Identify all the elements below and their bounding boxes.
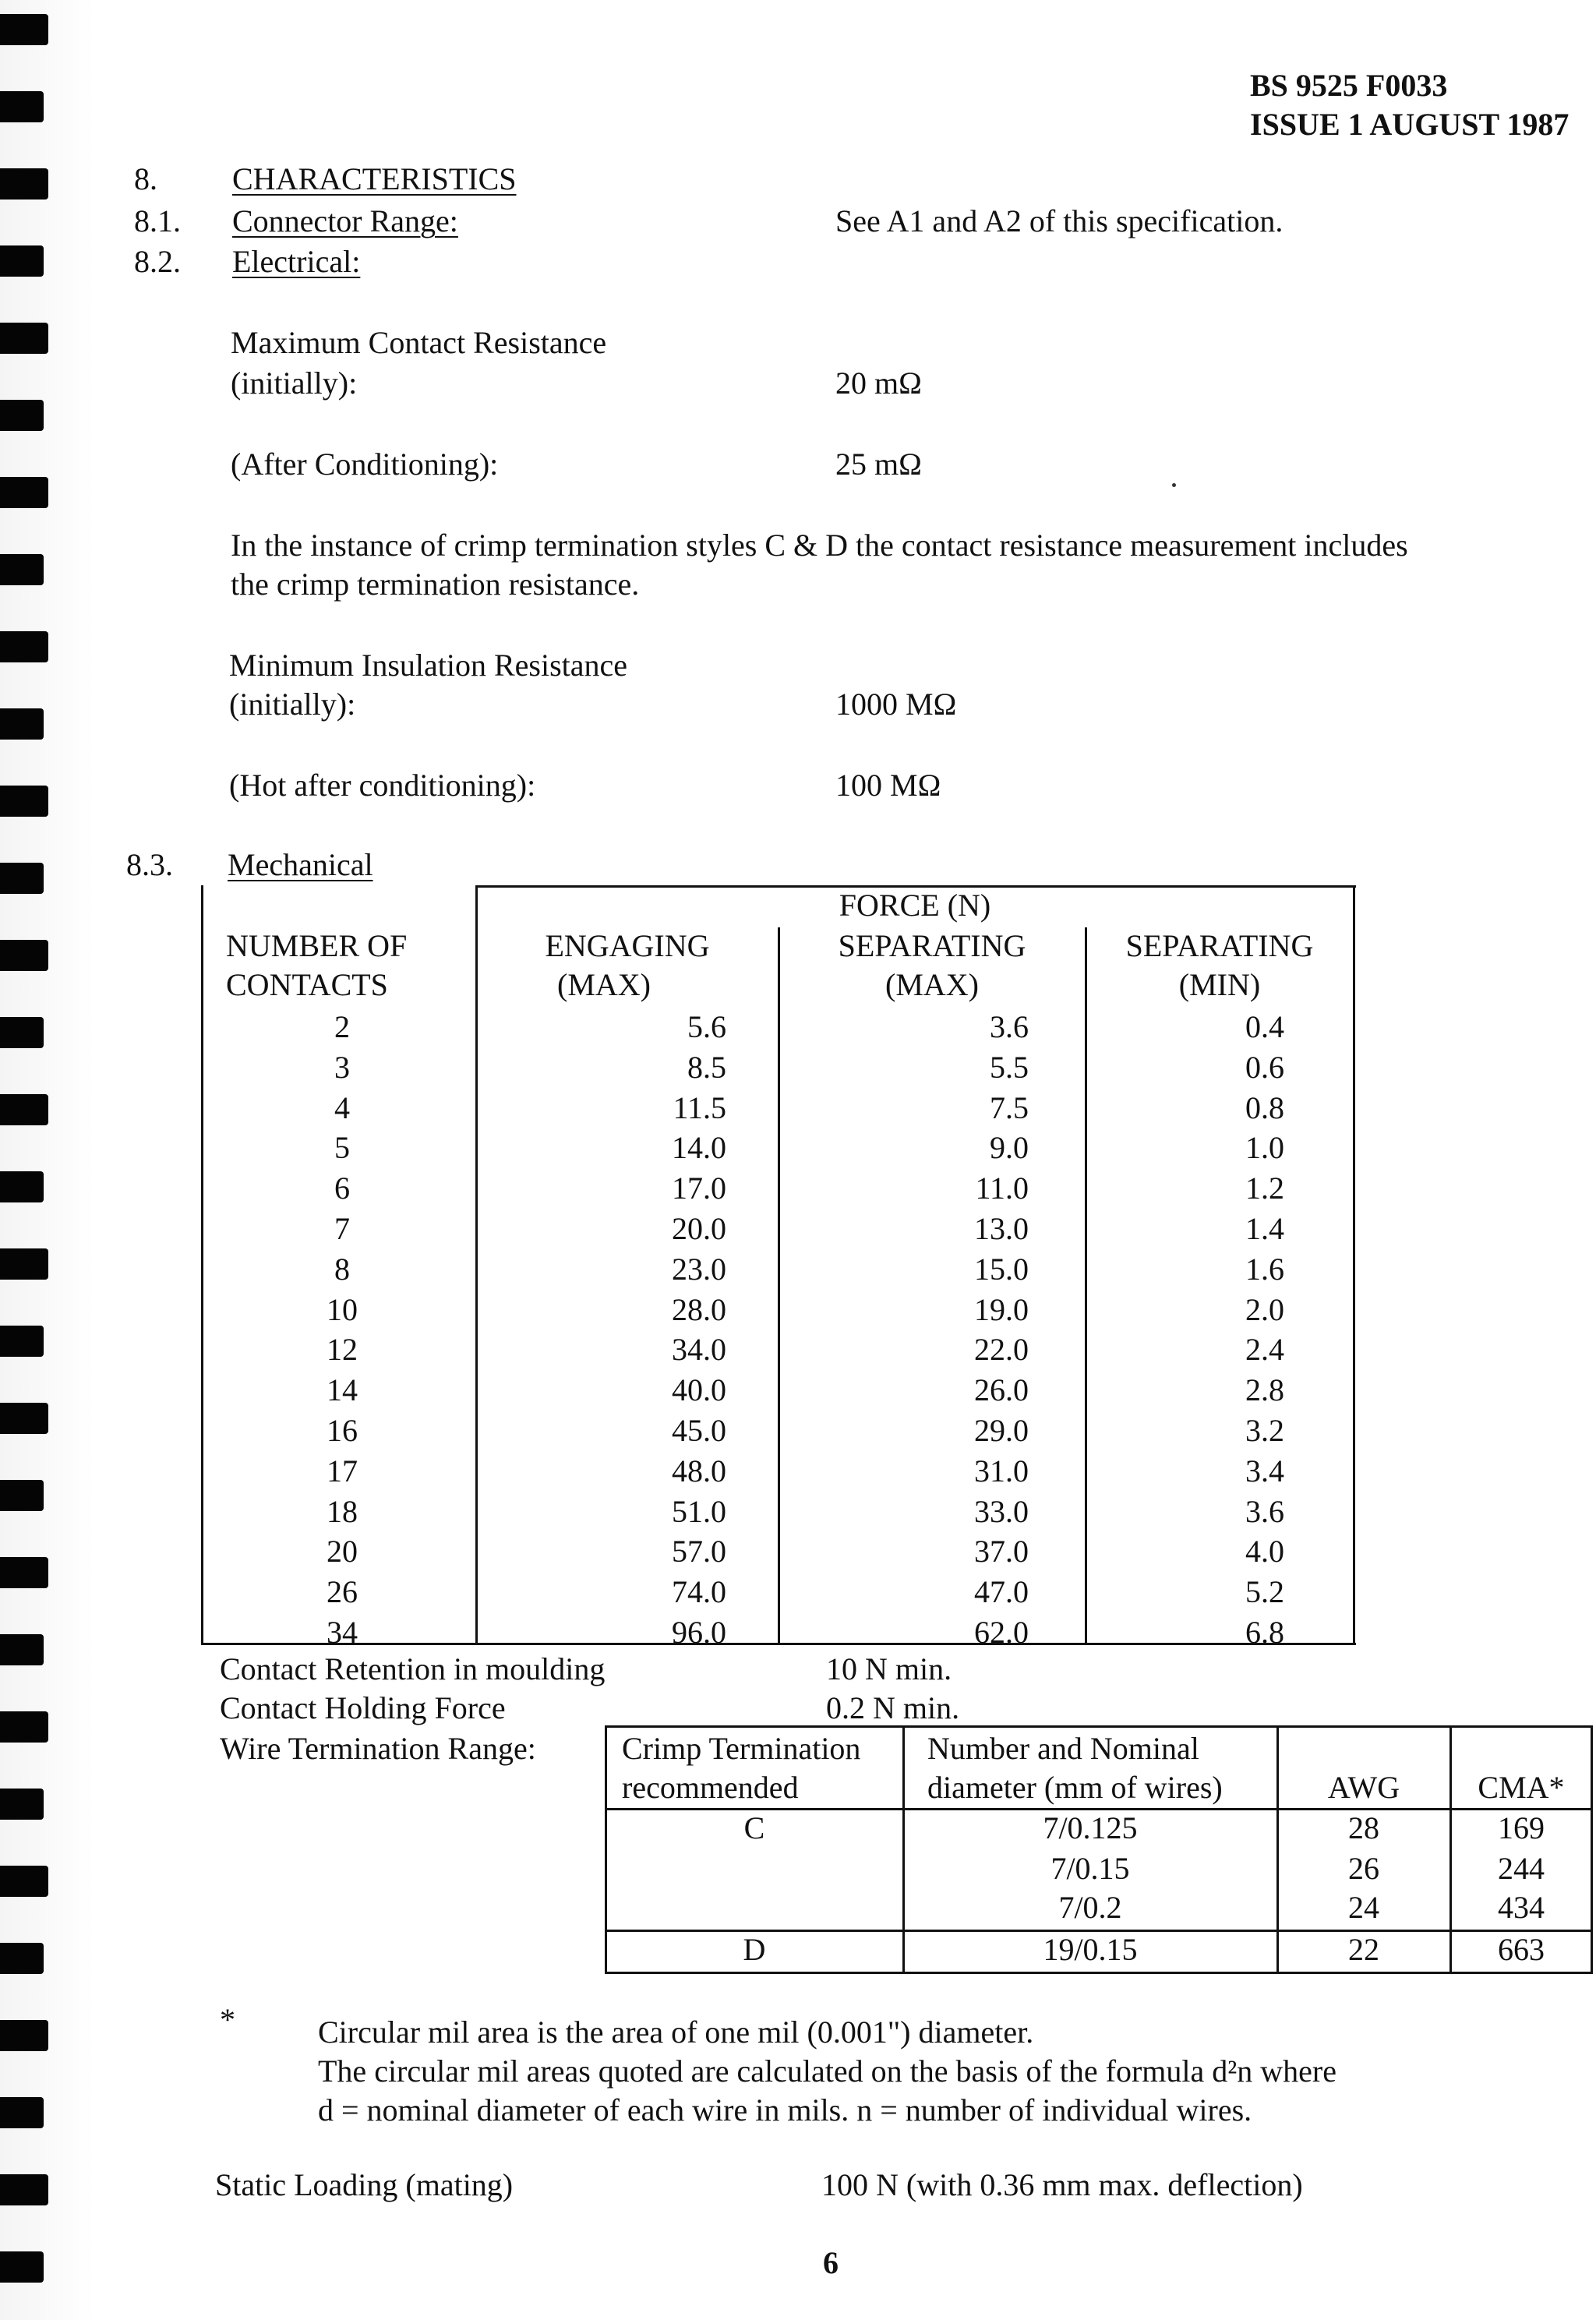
footnote-mark: * bbox=[220, 2002, 235, 2037]
separating-max-cell: 31.0 bbox=[974, 1453, 1029, 1488]
spiral-binding bbox=[0, 0, 94, 2320]
document-id: BS 9525 F0033 bbox=[1250, 68, 1448, 103]
binding-ring bbox=[0, 1171, 44, 1202]
separating-min-cell: 2.8 bbox=[1245, 1372, 1284, 1407]
header-separating-min-line2: (MIN) bbox=[1178, 967, 1261, 1002]
binding-ring bbox=[0, 2020, 48, 2051]
contacts-cell: 17 bbox=[327, 1453, 358, 1488]
separating-min-cell: 2.0 bbox=[1245, 1292, 1284, 1327]
binding-ring bbox=[0, 863, 44, 894]
page-number: 6 bbox=[823, 2245, 839, 2280]
separating-min-cell: 3.4 bbox=[1245, 1453, 1284, 1488]
contacts-cell: 5 bbox=[334, 1130, 350, 1165]
binding-ring bbox=[0, 400, 44, 431]
separating-min-cell: 1.6 bbox=[1245, 1252, 1284, 1287]
cma-cell: 169 bbox=[1498, 1810, 1545, 1845]
wire-termination-label: Wire Termination Range: bbox=[220, 1731, 536, 1766]
crimp-style-cell: C bbox=[743, 1810, 765, 1845]
wire-header-cma: CMA* bbox=[1478, 1770, 1565, 1805]
binding-ring bbox=[0, 14, 48, 45]
separating-min-cell: 1.4 bbox=[1245, 1211, 1284, 1246]
after-conditioning-label: (After Conditioning): bbox=[231, 447, 499, 482]
contacts-cell: 2 bbox=[334, 1009, 350, 1044]
min-insulation-initial-label: (initially): bbox=[229, 687, 356, 722]
binding-ring bbox=[0, 1094, 48, 1125]
contact-holding-label: Contact Holding Force bbox=[220, 1690, 506, 1725]
cma-cell: 244 bbox=[1498, 1851, 1545, 1886]
separating-min-cell: 2.4 bbox=[1245, 1332, 1284, 1367]
header-engaging-line1: ENGAGING bbox=[545, 928, 710, 963]
separating-min-cell: 3.2 bbox=[1245, 1413, 1284, 1448]
binding-ring bbox=[0, 554, 44, 585]
force-table-left-border bbox=[201, 885, 203, 1645]
separating-max-cell: 37.0 bbox=[974, 1534, 1029, 1569]
separating-min-cell: 3.6 bbox=[1245, 1494, 1284, 1529]
contacts-cell: 6 bbox=[334, 1171, 350, 1206]
hot-after-conditioning-value: 100 MΩ bbox=[835, 768, 941, 803]
binding-ring bbox=[0, 91, 44, 122]
engaging-max-cell: 45.0 bbox=[672, 1413, 726, 1448]
binding-ring bbox=[0, 1789, 44, 1820]
max-contact-resistance-label: Maximum Contact Resistance bbox=[231, 325, 607, 360]
awg-cell: 26 bbox=[1348, 1851, 1379, 1886]
binding-ring bbox=[0, 2251, 44, 2283]
awg-cell: 28 bbox=[1348, 1810, 1379, 1845]
mechanical-heading: Mechanical bbox=[228, 847, 373, 882]
separating-max-cell: 22.0 bbox=[974, 1332, 1029, 1367]
section-8-3-number: 8.3. bbox=[126, 847, 173, 882]
engaging-max-cell: 74.0 bbox=[672, 1574, 726, 1609]
binding-ring bbox=[0, 477, 48, 508]
contacts-cell: 16 bbox=[327, 1413, 358, 1448]
contacts-cell: 20 bbox=[327, 1534, 358, 1569]
wire-header-crimp-line2: recommended bbox=[622, 1770, 799, 1805]
separating-max-cell: 19.0 bbox=[974, 1292, 1029, 1327]
electrical-heading: Electrical: bbox=[232, 244, 361, 279]
wire-diameter-cell: 7/0.2 bbox=[1058, 1890, 1122, 1925]
binding-ring bbox=[0, 1866, 48, 1897]
binding-ring bbox=[0, 1326, 44, 1357]
max-contact-initial-value: 20 mΩ bbox=[835, 365, 922, 401]
after-conditioning-value: 25 mΩ bbox=[835, 447, 922, 482]
separating-min-cell: 5.2 bbox=[1245, 1574, 1284, 1609]
header-separating-max-line1: SEPARATING bbox=[838, 928, 1026, 963]
binding-ring bbox=[0, 323, 48, 354]
separating-max-cell: 5.5 bbox=[990, 1050, 1029, 1085]
header-contacts-line2: CONTACTS bbox=[226, 967, 388, 1002]
contact-retention-label: Contact Retention in moulding bbox=[220, 1651, 606, 1686]
binding-ring bbox=[0, 786, 48, 817]
separating-min-cell: 0.8 bbox=[1245, 1090, 1284, 1125]
static-loading-label: Static Loading (mating) bbox=[215, 2167, 514, 2202]
min-insulation-initial-value: 1000 MΩ bbox=[835, 687, 957, 722]
binding-ring bbox=[0, 1943, 44, 1974]
contacts-cell: 3 bbox=[334, 1050, 350, 1085]
contacts-cell: 14 bbox=[327, 1372, 358, 1407]
binding-ring bbox=[0, 1403, 48, 1434]
cma-cell: 663 bbox=[1498, 1932, 1545, 1967]
engaging-max-cell: 8.5 bbox=[687, 1050, 726, 1085]
engaging-max-cell: 20.0 bbox=[672, 1211, 726, 1246]
binding-ring bbox=[0, 168, 48, 200]
separating-max-cell: 47.0 bbox=[974, 1574, 1029, 1609]
section-8-1-number: 8.1. bbox=[134, 203, 181, 238]
footnote-line-2: The circular mil areas quoted are calculated on the basis of the formula d²n where bbox=[318, 2053, 1336, 2089]
engaging-max-cell: 17.0 bbox=[672, 1171, 726, 1206]
header-separating-max-line2: (MAX) bbox=[885, 967, 979, 1002]
engaging-max-cell: 11.5 bbox=[673, 1090, 726, 1125]
section-8-title: CHARACTERISTICS bbox=[232, 161, 517, 196]
header-engaging-line2: (MAX) bbox=[557, 967, 651, 1002]
cma-cell: 434 bbox=[1498, 1890, 1545, 1925]
binding-ring bbox=[0, 708, 44, 740]
separating-min-cell: 1.2 bbox=[1245, 1171, 1284, 1206]
engaging-max-cell: 28.0 bbox=[672, 1292, 726, 1327]
min-insulation-label: Minimum Insulation Resistance bbox=[229, 648, 628, 683]
contacts-cell: 26 bbox=[327, 1574, 358, 1609]
scan-speck bbox=[1172, 483, 1176, 487]
wire-header-diameter-line2: diameter (mm of wires) bbox=[927, 1770, 1223, 1805]
separating-max-cell: 9.0 bbox=[990, 1130, 1029, 1165]
crimp-note-line-1: In the instance of crimp termination styles C & D the contact resistance measurement includes bbox=[231, 528, 1408, 563]
contacts-cell: 18 bbox=[327, 1494, 358, 1529]
separating-min-cell: 0.6 bbox=[1245, 1050, 1284, 1085]
crimp-style-cell: D bbox=[743, 1932, 766, 1967]
binding-ring bbox=[0, 2174, 48, 2205]
separating-max-cell: 13.0 bbox=[974, 1211, 1029, 1246]
section-8-number: 8. bbox=[134, 161, 157, 196]
binding-ring bbox=[0, 1017, 44, 1048]
contacts-cell: 10 bbox=[327, 1292, 358, 1327]
engaging-max-cell: 48.0 bbox=[672, 1453, 726, 1488]
awg-cell: 22 bbox=[1348, 1932, 1379, 1967]
engaging-max-cell: 51.0 bbox=[672, 1494, 726, 1529]
connector-range-value: See A1 and A2 of this specification. bbox=[835, 203, 1284, 238]
contacts-cell: 4 bbox=[334, 1090, 350, 1125]
static-loading-value: 100 N (with 0.36 mm max. deflection) bbox=[821, 2167, 1303, 2202]
engaging-max-cell: 96.0 bbox=[672, 1615, 726, 1650]
engaging-max-cell: 34.0 bbox=[672, 1332, 726, 1367]
separating-max-cell: 62.0 bbox=[974, 1615, 1029, 1650]
separating-min-cell: 6.8 bbox=[1245, 1615, 1284, 1650]
contacts-cell: 34 bbox=[327, 1615, 358, 1650]
wire-header-crimp-line1: Crimp Termination bbox=[622, 1731, 861, 1766]
engaging-max-cell: 23.0 bbox=[672, 1252, 726, 1287]
awg-cell: 24 bbox=[1348, 1890, 1379, 1925]
separating-max-cell: 15.0 bbox=[974, 1252, 1029, 1287]
footnote-line-3: d = nominal diameter of each wire in mils. n = number of individual wires. bbox=[318, 2092, 1252, 2128]
binding-ring bbox=[0, 1634, 44, 1665]
separating-max-cell: 26.0 bbox=[974, 1372, 1029, 1407]
binding-ring bbox=[0, 1557, 48, 1588]
binding-ring bbox=[0, 245, 44, 277]
binding-ring bbox=[0, 631, 48, 662]
issue-date: ISSUE 1 AUGUST 1987 bbox=[1250, 107, 1570, 142]
crimp-note-line-2: the crimp termination resistance. bbox=[231, 567, 640, 602]
separating-max-cell: 3.6 bbox=[990, 1009, 1029, 1044]
binding-ring bbox=[0, 1480, 44, 1511]
hot-after-conditioning-label: (Hot after conditioning): bbox=[229, 768, 536, 803]
contacts-cell: 8 bbox=[334, 1252, 350, 1287]
separating-max-cell: 7.5 bbox=[990, 1090, 1029, 1125]
wire-diameter-cell: 7/0.15 bbox=[1050, 1851, 1130, 1886]
section-8-2-number: 8.2. bbox=[134, 244, 181, 279]
footnote-line-1: Circular mil area is the area of one mil (0.001") diameter. bbox=[318, 2015, 1034, 2050]
engaging-max-cell: 14.0 bbox=[672, 1130, 726, 1165]
contacts-cell: 12 bbox=[327, 1332, 358, 1367]
connector-range-heading: Connector Range: bbox=[232, 203, 458, 238]
wire-table-bottom-border bbox=[605, 1972, 1593, 1974]
contact-holding-value: 0.2 N min. bbox=[826, 1690, 960, 1725]
separating-max-cell: 11.0 bbox=[975, 1171, 1029, 1206]
wire-table-top-border bbox=[605, 1725, 1593, 1728]
force-table-right-border bbox=[1353, 885, 1355, 1645]
separating-min-cell: 4.0 bbox=[1245, 1534, 1284, 1569]
max-contact-initial-label: (initially): bbox=[231, 365, 358, 401]
wire-header-diameter-line1: Number and Nominal bbox=[927, 1731, 1199, 1766]
engaging-max-cell: 57.0 bbox=[672, 1534, 726, 1569]
engaging-max-cell: 5.6 bbox=[687, 1009, 726, 1044]
contact-retention-value: 10 N min. bbox=[826, 1651, 952, 1686]
binding-ring bbox=[0, 1711, 48, 1743]
separating-max-cell: 33.0 bbox=[974, 1494, 1029, 1529]
header-separating-min-line1: SEPARATING bbox=[1125, 928, 1314, 963]
contacts-cell: 7 bbox=[334, 1211, 350, 1246]
separating-min-cell: 0.4 bbox=[1245, 1009, 1284, 1044]
wire-header-awg: AWG bbox=[1327, 1770, 1400, 1805]
wire-diameter-cell: 19/0.15 bbox=[1043, 1932, 1138, 1967]
separating-max-cell: 29.0 bbox=[974, 1413, 1029, 1448]
engaging-max-cell: 40.0 bbox=[672, 1372, 726, 1407]
header-contacts-line1: NUMBER OF bbox=[226, 928, 408, 963]
binding-ring bbox=[0, 2097, 44, 2128]
force-group-header: FORCE (N) bbox=[839, 888, 991, 923]
binding-ring bbox=[0, 940, 48, 971]
wire-diameter-cell: 7/0.125 bbox=[1043, 1810, 1138, 1845]
binding-ring bbox=[0, 1248, 48, 1280]
separating-min-cell: 1.0 bbox=[1245, 1130, 1284, 1165]
